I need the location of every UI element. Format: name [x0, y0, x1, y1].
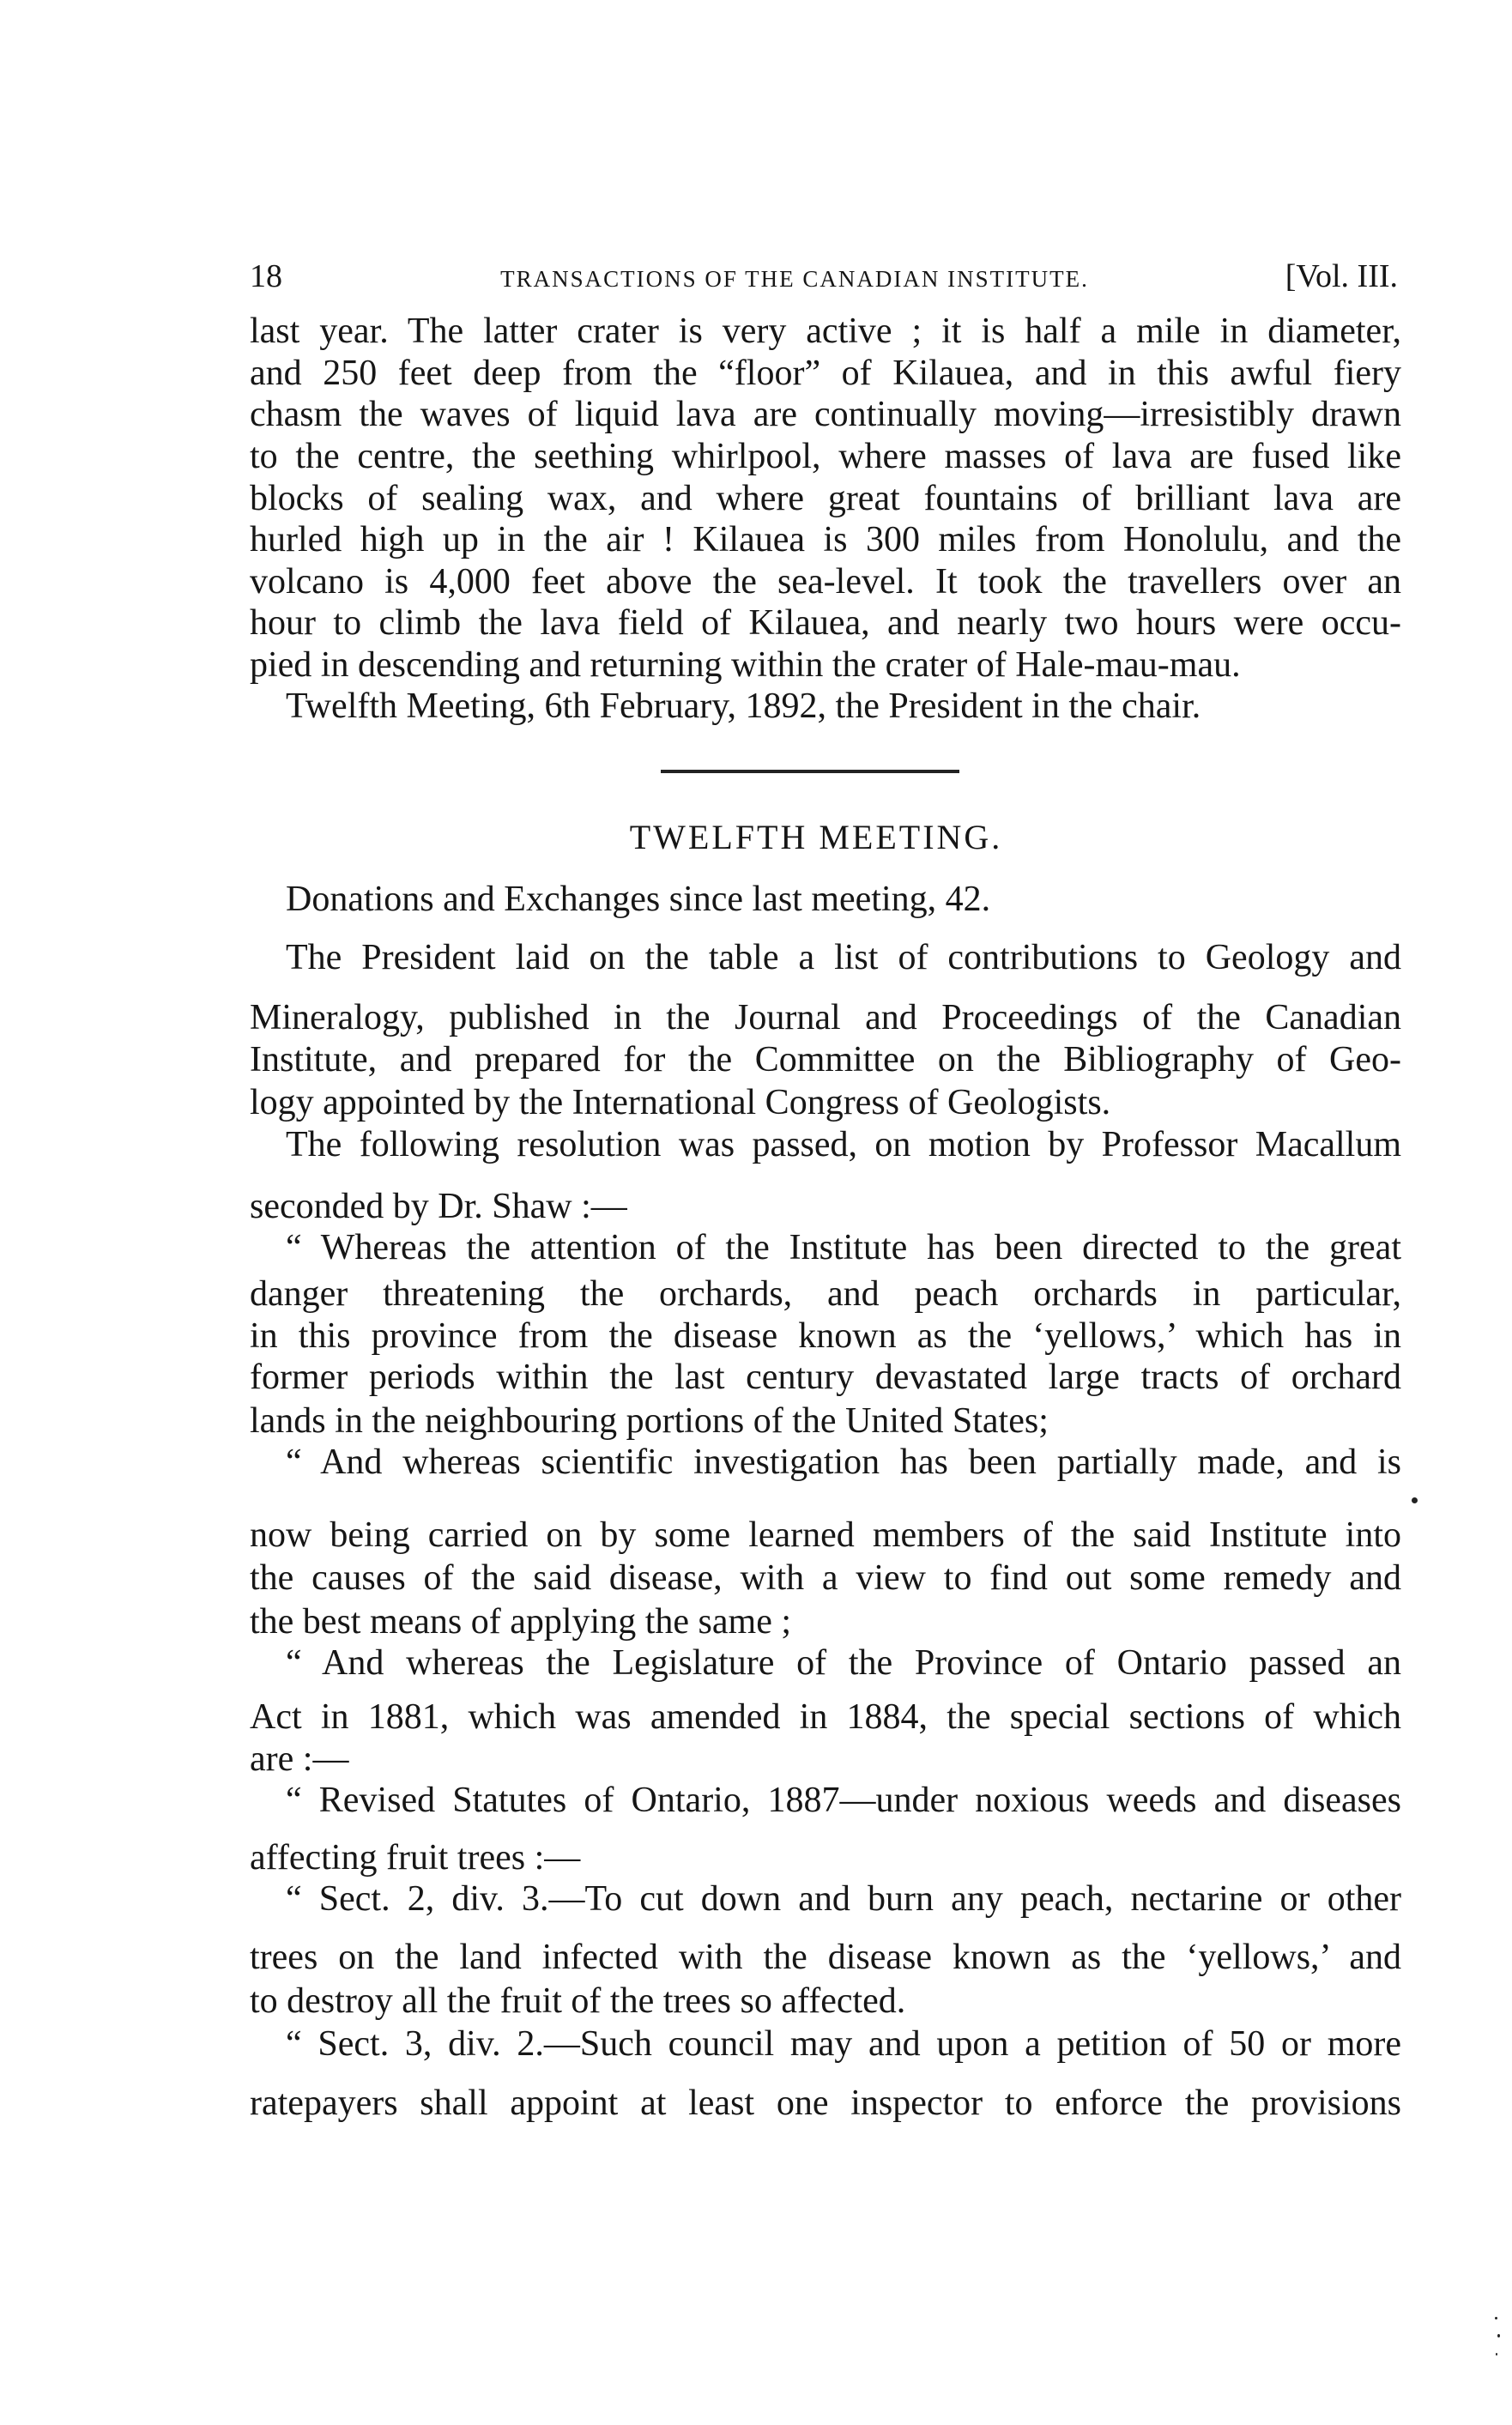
text-line: to destroy all the fruit of the trees so affected. — [250, 1981, 906, 2021]
text-line: “ And whereas the Legislature of the Province of Ontario passed an — [286, 1643, 1401, 1683]
text-line: seconded by Dr. Shaw :— — [250, 1187, 627, 1226]
text-line: last year. The latter crater is very active ; it is half a mile in diameter, — [250, 311, 1401, 351]
text-line: hurled high up in the air ! Kilauea is 300 miles from Honolulu, and the — [250, 520, 1401, 559]
text-line: “ Revised Statutes of Ontario, 1887—under noxious weeds and diseases — [286, 1781, 1401, 1820]
text-line: former periods within the last century devastated large tracts of orchard — [250, 1358, 1401, 1397]
print-speck — [1495, 2317, 1497, 2319]
text-line: Act in 1881, which was amended in 1884, the special sections of which — [250, 1697, 1401, 1737]
text-line: Institute, and prepared for the Committee on the Bibliography of Geo- — [250, 1040, 1401, 1079]
text-line: “ Whereas the attention of the Institute has been directed to the great — [286, 1228, 1401, 1267]
volume-label: [Vol. III. — [1285, 258, 1398, 294]
text-line: lands in the neighbouring portions of the United States; — [250, 1401, 1049, 1441]
page-number: 18 — [250, 258, 282, 294]
text-line: in this province from the disease known as the ‘yellows,’ which has in — [250, 1316, 1401, 1356]
text-line: ratepayers shall appoint at least one inspector to enforce the provisions — [250, 2083, 1401, 2123]
text-line: chasm the waves of liquid lava are continually moving—irresistibly drawn — [250, 395, 1401, 434]
text-line: pied in descending and returning within the crater of Hale-mau-mau. — [250, 645, 1241, 685]
section-heading: TWELFTH MEETING. — [629, 818, 1003, 856]
text-line: The following resolution was passed, on motion by Professor Macallum — [286, 1125, 1401, 1164]
text-line: The President laid on the table a list of contributions to Geology and — [286, 938, 1401, 977]
text-line: now being carried on by some learned members of the said Institute into — [250, 1515, 1401, 1555]
running-title: TRANSACTIONS OF THE CANADIAN INSTITUTE. — [500, 266, 1089, 292]
text-line: hour to climb the lava field of Kilauea, and nearly two hours were occu- — [250, 603, 1401, 643]
text-line: affecting fruit trees :— — [250, 1838, 581, 1878]
text-line: to the centre, the seething whirlpool, where masses of lava are fused like — [250, 437, 1401, 476]
print-speck — [1497, 2334, 1500, 2337]
text-line: the best means of applying the same ; — [250, 1602, 792, 1642]
text-line: “ Sect. 3, div. 2.—Such council may and upon a petition of 50 or more — [286, 2024, 1401, 2064]
print-speck — [1412, 1497, 1418, 1503]
text-line: and 250 feet deep from the “floor” of Kilauea, and in this awful fiery — [250, 354, 1401, 393]
text-line: Mineralogy, published in the Journal and Proceedings of the Canadian — [250, 998, 1401, 1037]
text-line: Twelfth Meeting, 6th February, 1892, the President in the chair. — [286, 686, 1201, 726]
print-speck — [1496, 2353, 1497, 2355]
text-line: are :— — [250, 1739, 349, 1779]
text-line: logy appointed by the International Congress of Geologists. — [250, 1083, 1111, 1122]
text-line: “ Sect. 2, div. 3.—To cut down and burn any peach, nectarine or other — [286, 1879, 1401, 1919]
text-line: the causes of the said disease, with a view to find out some remedy and — [250, 1558, 1401, 1598]
text-line: Donations and Exchanges since last meeting, 42. — [286, 880, 991, 919]
text-line: blocks of sealing wax, and where great fountains of brilliant lava are — [250, 479, 1401, 518]
text-line: trees on the land infected with the disease known as the ‘yellows,’ and — [250, 1938, 1401, 1977]
text-line: “ And whereas scientific investigation has been partially made, and is — [286, 1442, 1401, 1482]
text-line: volcano is 4,000 feet above the sea-level. It took the travellers over an — [250, 562, 1401, 602]
text-line: danger threatening the orchards, and peach orchards in particular, — [250, 1274, 1401, 1314]
section-divider — [661, 770, 959, 773]
